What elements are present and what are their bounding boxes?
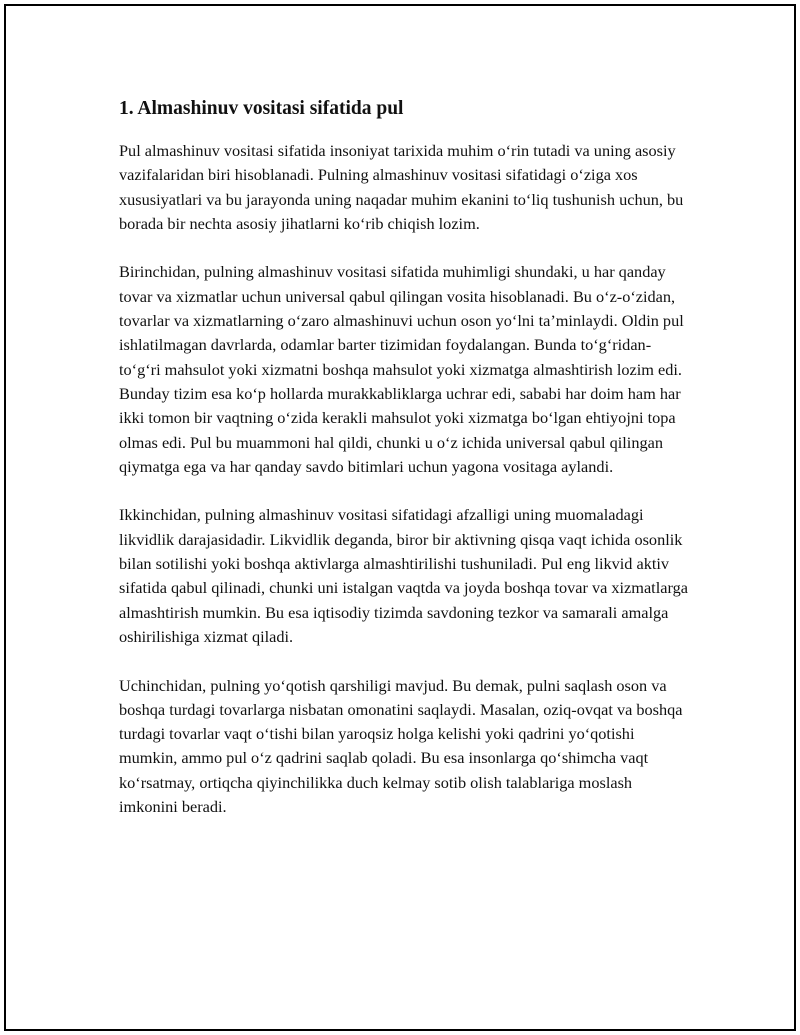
paragraph-third-point: Uchinchidan, pulning yo‘qotish qarshiligi mavjud. Bu demak, pulni saqlash oson va boshqa turdagi tovarlarga nisbatan omonatini saqlaydi. Masalan, oziq-ovqat va boshqa turdagi tovarlar vaqt o‘tishi bilan yaroqsiz holga kelishi yoki qadrini yo‘qotishi mumkin, ammo pul o‘z qadrini saqlab qoladi. Bu esa insonlarga qo‘shimcha vaqt ko‘rsatmay, ortiqcha qiyinchilikka duch kelmay sotib olish talablariga moslash imkonini beradi. — [119, 675, 683, 817]
paragraph-intro: Pul almashinuv vositasi sifatida insoniyat tarixida muhim o‘rin tutadi va uning asosiy vazifalaridan biri hisoblanadi. Pulning almashinuv vositasi sifatidagi o‘ziga xos xususiyatlari va bu jarayonda uning naqadar muhim ekanini to‘liq tushunish uchun, bu borada bir nechta asosiy jihatlarni ko‘rib chiqish lozim. — [119, 141, 684, 233]
paragraph-first-point: Birinchidan, pulning almashinuv vositasi sifatida muhimligi shundaki, u har qanday tovar va xizmatlar uchun universal qabul qilingan vosita hisoblanadi. Bu o‘z-o‘zidan, tovarlar va xizmatlarning o‘zaro almashinuvi uchun oson yo‘lni ta’minlaydi. Oldin pul ishlatilmagan davrlarda, odamlar barter tizimidan foydalangan. Bunda to‘g‘ridan-to‘g‘ri mahsulot yoki xizmatni boshqa mahsulot yoki xizmatga almashtirish lozim edi. Bunday tizim esa ko‘p hollarda murakkabliklarga uchrar edi, sababi har doim ham har ikki tomon bir vaqtning o‘zida kerakli mahsulot yoki xizmatga bo‘lgan ehtiyojni topa olmas edi. Pul bu muammoni hal qildi, chunki u o‘z ichida universal qabul qilingan qiymatga ega va har qanday savdo bitimlari uchun yagona vositaga aylandi. — [119, 262, 684, 476]
paragraph-second-point: Ikkinchidan, pulning almashinuv vositasi sifatidagi afzalligi uning muomaladagi likvidlik darajasidadir. Likvidlik deganda, biror bir aktivning qisqa vaqt ichida osonlik bilan sotilishi yoki boshqa aktivlarga almashtirilishi tushuniladi. Pul eng likvid aktiv sifatida qabul qilinadi, chunki uni istalgan vaqtda va joyda boshqa tovar va xizmatlarga almashtirish mumkin. Bu esa iqtisodiy tizimda savdoning tezkor va samarali amalga oshirilishiga xizmat qiladi. — [119, 505, 688, 646]
document-body — [119, 96, 691, 844]
section-heading: 1. Almashinuv vositasi sifatida pul — [119, 98, 404, 119]
page-frame — [4, 4, 796, 1031]
